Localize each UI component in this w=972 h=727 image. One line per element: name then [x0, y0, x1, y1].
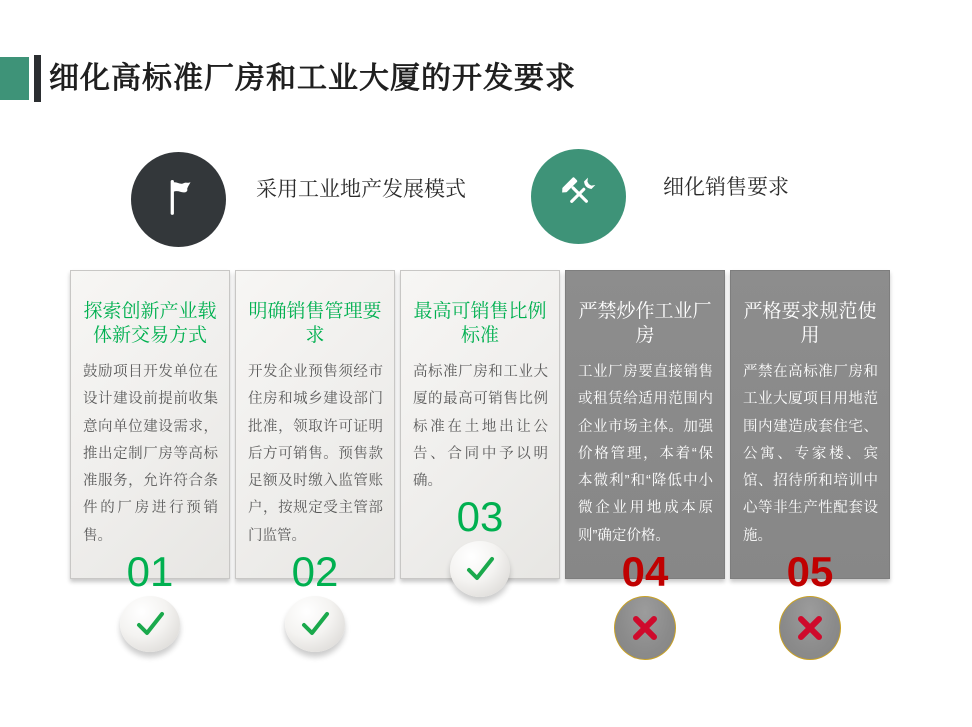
- accent-bar: [34, 55, 41, 102]
- card-number: 01: [126, 547, 174, 595]
- feature-label-industrial-model: 采用工业地产发展模式: [256, 178, 466, 201]
- card-1: [70, 270, 230, 595]
- cross-icon: [614, 596, 676, 660]
- card-title: 严禁炒作工业厂房: [578, 301, 712, 346]
- card-body: 工业厂房要直接销售或租赁给适用范围内企业市场主体。加强价格管理，本着“保本微利”和“降低中小微企业用地成本原则”确定价格。: [578, 364, 713, 544]
- card-2: [235, 270, 395, 595]
- check-icon: [450, 541, 510, 597]
- card-number: 05: [786, 547, 834, 595]
- card-title: 探索创新产业载体新交易方式: [83, 301, 217, 346]
- check-icon: [285, 596, 345, 652]
- card-5: [730, 270, 890, 595]
- card-number: 04: [621, 547, 669, 595]
- card-body: 鼓励项目开发单位在设计建设前提前收集意向单位建设需求，推出定制厂房等高标准服务，允许符合条件的厂房进行预销售。: [83, 364, 218, 544]
- tools-icon: [557, 172, 601, 221]
- card-number: 02: [291, 547, 339, 595]
- card-body: 严禁在高标准厂房和工业大厦项目用地范围内建造成套住宅、公寓、专家楼、宾馆、招待所和培训中心等非生产性配套设施。: [743, 364, 878, 544]
- card-4: [565, 270, 725, 595]
- card-footer: [401, 495, 559, 606]
- flag-icon: [156, 174, 202, 225]
- card-title: 严格要求规范使用: [743, 301, 877, 346]
- card-title: 明确销售管理要求: [248, 301, 382, 346]
- card-body: 开发企业预售须经市住房和城乡建设部门批准，领取许可证明后方可销售。预售款足额及时缴入监管账户，按规定受主管部门监管。: [248, 364, 383, 544]
- card-footer: [236, 547, 394, 661]
- cards-row: [70, 270, 890, 595]
- feature-label-sales-requirements: 细化销售要求: [663, 176, 789, 199]
- accent-square: [0, 57, 29, 100]
- card-3: [400, 270, 560, 579]
- card-footer: [566, 547, 724, 669]
- feature-circle-industrial-model: [131, 152, 226, 247]
- feature-circle-sales-requirements: [531, 149, 626, 244]
- page-title: 细化高标准厂房和工业大厦的开发要求: [49, 62, 576, 95]
- card-body: 高标准厂房和工业大厦的最高可销售比例标准在土地出让公告、合同中予以明确。: [413, 364, 548, 489]
- card-footer: [71, 547, 229, 661]
- cross-icon: [779, 596, 841, 660]
- card-footer: [731, 547, 889, 669]
- check-icon: [120, 596, 180, 652]
- card-title: 最高可销售比例标准: [413, 301, 547, 346]
- card-number: 03: [456, 493, 504, 541]
